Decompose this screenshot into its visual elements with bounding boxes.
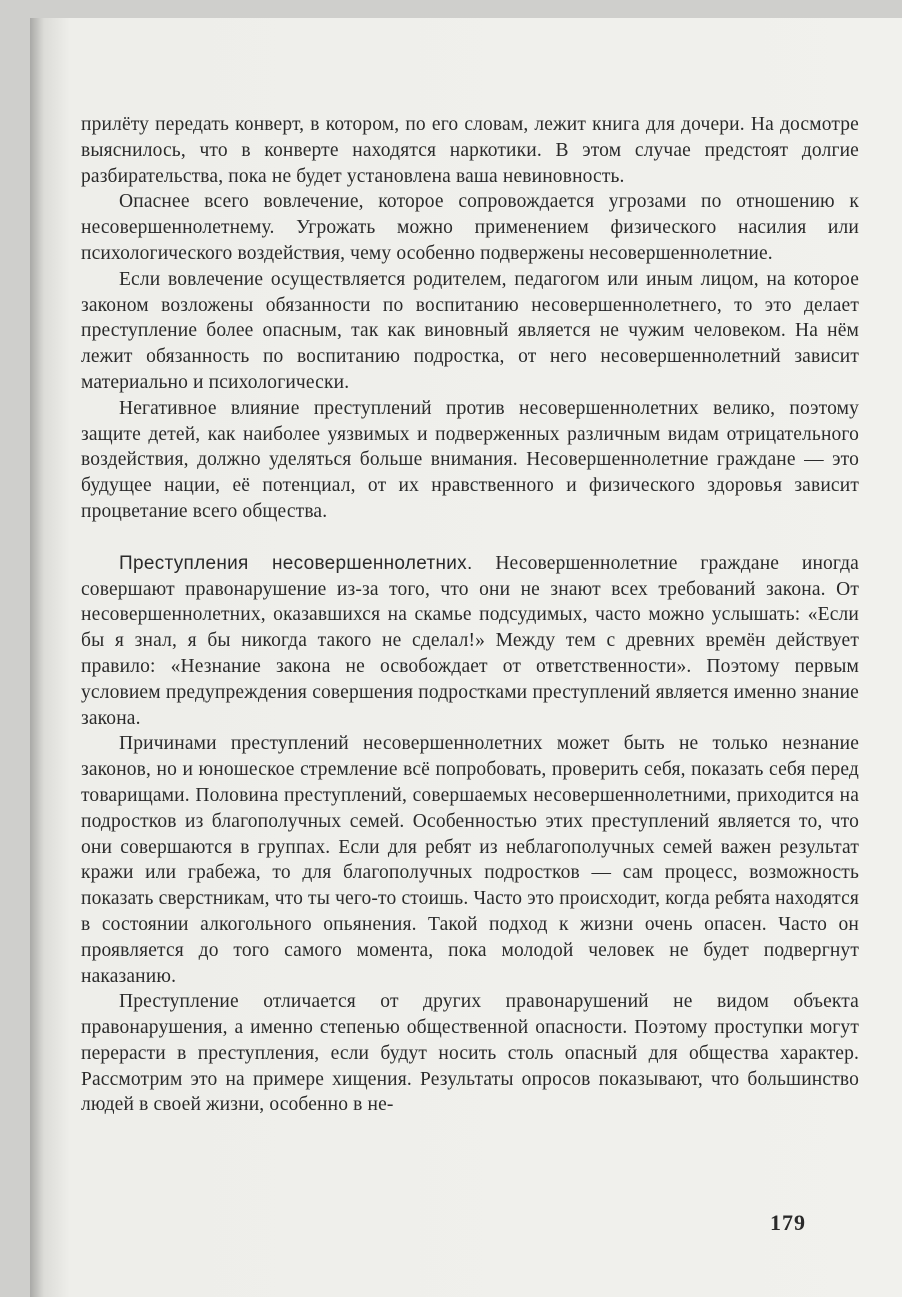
book-page (30, 18, 902, 1297)
page-number: 179 (770, 1210, 806, 1235)
paragraph-1: прилёту передать конверт, в котором, по его словам, лежит книга для дочери. На досмотре выяснилось, что в конверте находятся наркотики. В этом случае предстоят долгие разбирательства, пока не будет установлена ваша невиновность. (81, 114, 859, 187)
paragraph-2: Опаснее всего вовлечение, которое сопровождается угрозами по отношению к несовершеннолетнему. Угрожать можно применением физического насилия или психологического воздействия, чему особенно подвержены несовершеннолетние. (81, 191, 859, 264)
paragraph-3: Если вовлечение осуществляется родителем, педагогом или иным лицом, на которое законом возложены обязанности по воспитанию несовершеннолетнего, то это делает преступление более опасным, так как виновный является не чужим человеком. На нём лежит обязанность по воспитанию подростка, от него несовершеннолетний зависит материально и психологически. (81, 268, 859, 393)
paragraph-6: Причинами преступлений несовершеннолетних может быть не только незнание законов, но и юношеское стремление всё попробовать, проверить себя, показать себя перед товарищами. Половина преступлений, совершаемых несовершеннолетними, приходится на подростков из благополучных семей. Особенностью этих преступлений является то, что они совершаются в группах. Если для ребят из неблагополучных семей важен результат кражи или грабежа, то для благополучных подростков — сам процесс, возможность показать сверстникам, что ты чего-то стоишь. Часто это происходит, когда ребята находятся в состоянии алкогольного опьянения. Такой подход к жизни очень опасен. Часто он проявляется до того самого момента, пока молодой человек не будет подвергнут наказанию. (81, 733, 859, 987)
section-heading: Преступления несовершеннолетних. (119, 552, 473, 574)
paragraph-5-text: Несовершеннолетние граждане иногда совершают правонарушение из-за того, что они не знают всех требований закона. От несовершеннолетних, оказавшихся на скамье подсудимых, часто можно услышать: «Если бы я знал, я бы никогда такого не сделал!» Между тем с древних времён действует правило: «Незнание закона не освобождает от ответственности». Поэтому первым условием предупреждения совершения подростками преступлений является именно знание закона. (81, 552, 859, 729)
paragraph-7: Преступление отличается от других правонарушений не видом объекта правонарушения, а именно степенью общественной опасности. Поэтому проступки могут перерасти в преступления, если будут носить столь опасный для общества характер. Рассмотрим это на примере хищения. Результаты опросов показывают, что большинство людей в своей жизни, особенно в не- (81, 991, 859, 1116)
paragraph-4: Негативное влияние преступлений против несовершеннолетних велико, поэтому защите детей, как наиболее уязвимых и подверженных различным видам отрицательного воздействия, должно уделяться больше внимания. Несовершеннолетние граждане — это будущее нации, её потенциал, от их нравственного и физического здоровья зависит процветание всего общества. (81, 397, 859, 522)
body-text (81, 112, 859, 1118)
paragraph-5 (81, 551, 859, 732)
